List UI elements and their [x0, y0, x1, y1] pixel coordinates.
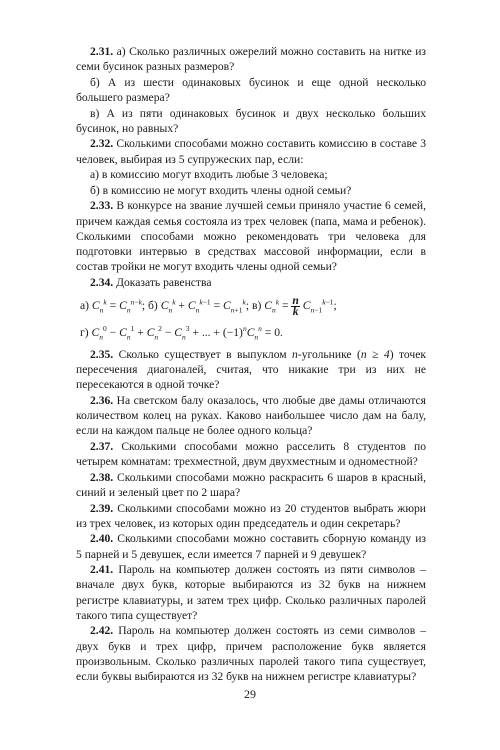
problem-2-32	[76, 136, 426, 166]
problem-2-31-b: б) А из шести одинаковых бусинок и еще одной несколько большего размера?	[76, 75, 426, 104]
problem-2-40	[76, 531, 426, 561]
page-body	[76, 44, 426, 685]
problem-text: Пароль на компьютер должен состоять из семи символов – двух букв и трех цифр, причем расположение букв является произвольным. Сколько различных паролей такого типа существует, если буквы выбираются из 32 букв на нижнем регистре клавиатуры?	[76, 624, 427, 683]
problem-2-42	[76, 623, 426, 684]
problem-number: 2.41.	[90, 563, 114, 577]
condition-n: n ≥ 4	[360, 347, 390, 361]
problem-2-32-b: б) в комиссию не могут входить члены одной семьи?	[90, 183, 352, 197]
problem-2-32-a: а) в комиссию могут входить любые 3 человека;	[90, 168, 328, 182]
problem-number: 2.37.	[90, 439, 114, 453]
problem-2-37	[76, 439, 426, 469]
problem-number: 2.42.	[90, 624, 114, 638]
problem-number: 2.32.	[90, 137, 114, 151]
problem-2-31-c: в) А из пяти одинаковых бусинок и двух несколько больших бусинок, но равных?	[76, 106, 426, 135]
page-number: 29	[244, 687, 256, 701]
problem-2-33	[76, 198, 426, 274]
problem-2-36	[76, 393, 426, 439]
problem-text: Сколькими способами можно составить комиссию в составе 3 человек, выбирая из 5 супружеских пар, если:	[76, 137, 426, 166]
problem-2-35: 2.35. Сколько существует в выпуклом n-угольнике (n ≥ 4) точек пересечения диагоналей, считая, что никакие три из них не пересекаются в одной точке?	[76, 347, 426, 392]
problem-number: 2.39.	[90, 501, 114, 515]
problem-number: 2.35.	[90, 347, 114, 361]
problem-text: Сколькими способами можно из 20 студентов выбрать жюри из трех человек, из которых один председатель и один секретарь?	[76, 501, 426, 530]
formula-line-2: г) $C_n^0 - C_n^1 + C_n^2 - C_n^3$ + ... + $(-1)^nC_n^n = 0$.	[80, 324, 283, 342]
fraction-n-over-k: $\frac{n}{k}$	[292, 293, 299, 318]
problem-2-34	[76, 275, 426, 290]
problem-number: 2.33.	[90, 199, 114, 213]
formula-label-c: ; в)	[245, 299, 262, 313]
formula-label-b: ; б)	[141, 299, 158, 313]
problem-text: а) Сколько различных ожерелий можно составить на нитке из семи бусинок разных размеров?	[76, 45, 427, 74]
problem-2-38	[76, 470, 426, 500]
problem-number: 2.38.	[90, 470, 114, 484]
problem-text: В конкурсе на звание лучшей семьи приняло участие 6 семей, причем каждая семья состояла из трех человек (папа, мама и ребенок). Сколькими способами можно рекомендовать три человека для подготовки интервью в средствах массовой информации, если в состав тройки не могут входить члены одной семьи?	[76, 199, 426, 274]
problem-number: 2.31.	[90, 45, 114, 58]
problem-2-41	[76, 562, 426, 623]
formula-label-g: г)	[80, 325, 89, 339]
problem-text: Сколькими способами можно раскрасить 6 шаров в красный, синий и зеленый цвет по 2 шара?	[76, 470, 426, 499]
formula-label-a: а)	[80, 299, 90, 313]
problem-text: Сколькими способами можно составить сборную команду из 5 парней и 5 девушек, если имеется 7 парней и 9 девушек?	[76, 532, 426, 561]
problem-number: 2.34.	[90, 275, 114, 289]
problem-number: 2.40.	[90, 532, 114, 546]
variable-n: n	[292, 347, 298, 361]
problem-2-31-a	[76, 44, 426, 74]
problem-number: 2.36.	[90, 393, 114, 407]
problem-text: На светском балу оказалось, что любые две дамы отличаются количеством колец на руках. Каково наибольшее число дам на балу, если на каждом пальце не более одного кольца?	[76, 393, 427, 438]
problem-text: Сколькими способами можно расселить 8 студентов по четырем комнатам: трехместной, двум двухместным и одноместной?	[76, 439, 427, 469]
formula-line-1: а) $C_n^k = C_n^{n-k}$; б) $C_n^k + C_n^{k-1} = C_{n+1}^k$; в) $C_n^k$ = $\frac{n}{k}$ $C_{n-1}^{k-1}$;	[80, 293, 337, 318]
problem-text: Пароль на компьютер должен состоять из пяти символов – вначале двух букв, которые выбираются из 32 букв на нижнем регистре клавиатуры, и затем трех цифр. Сколько различных паролей такого типа существует?	[76, 563, 426, 622]
problem-2-39	[76, 501, 426, 531]
problem-text: Доказать равенства	[116, 275, 212, 289]
